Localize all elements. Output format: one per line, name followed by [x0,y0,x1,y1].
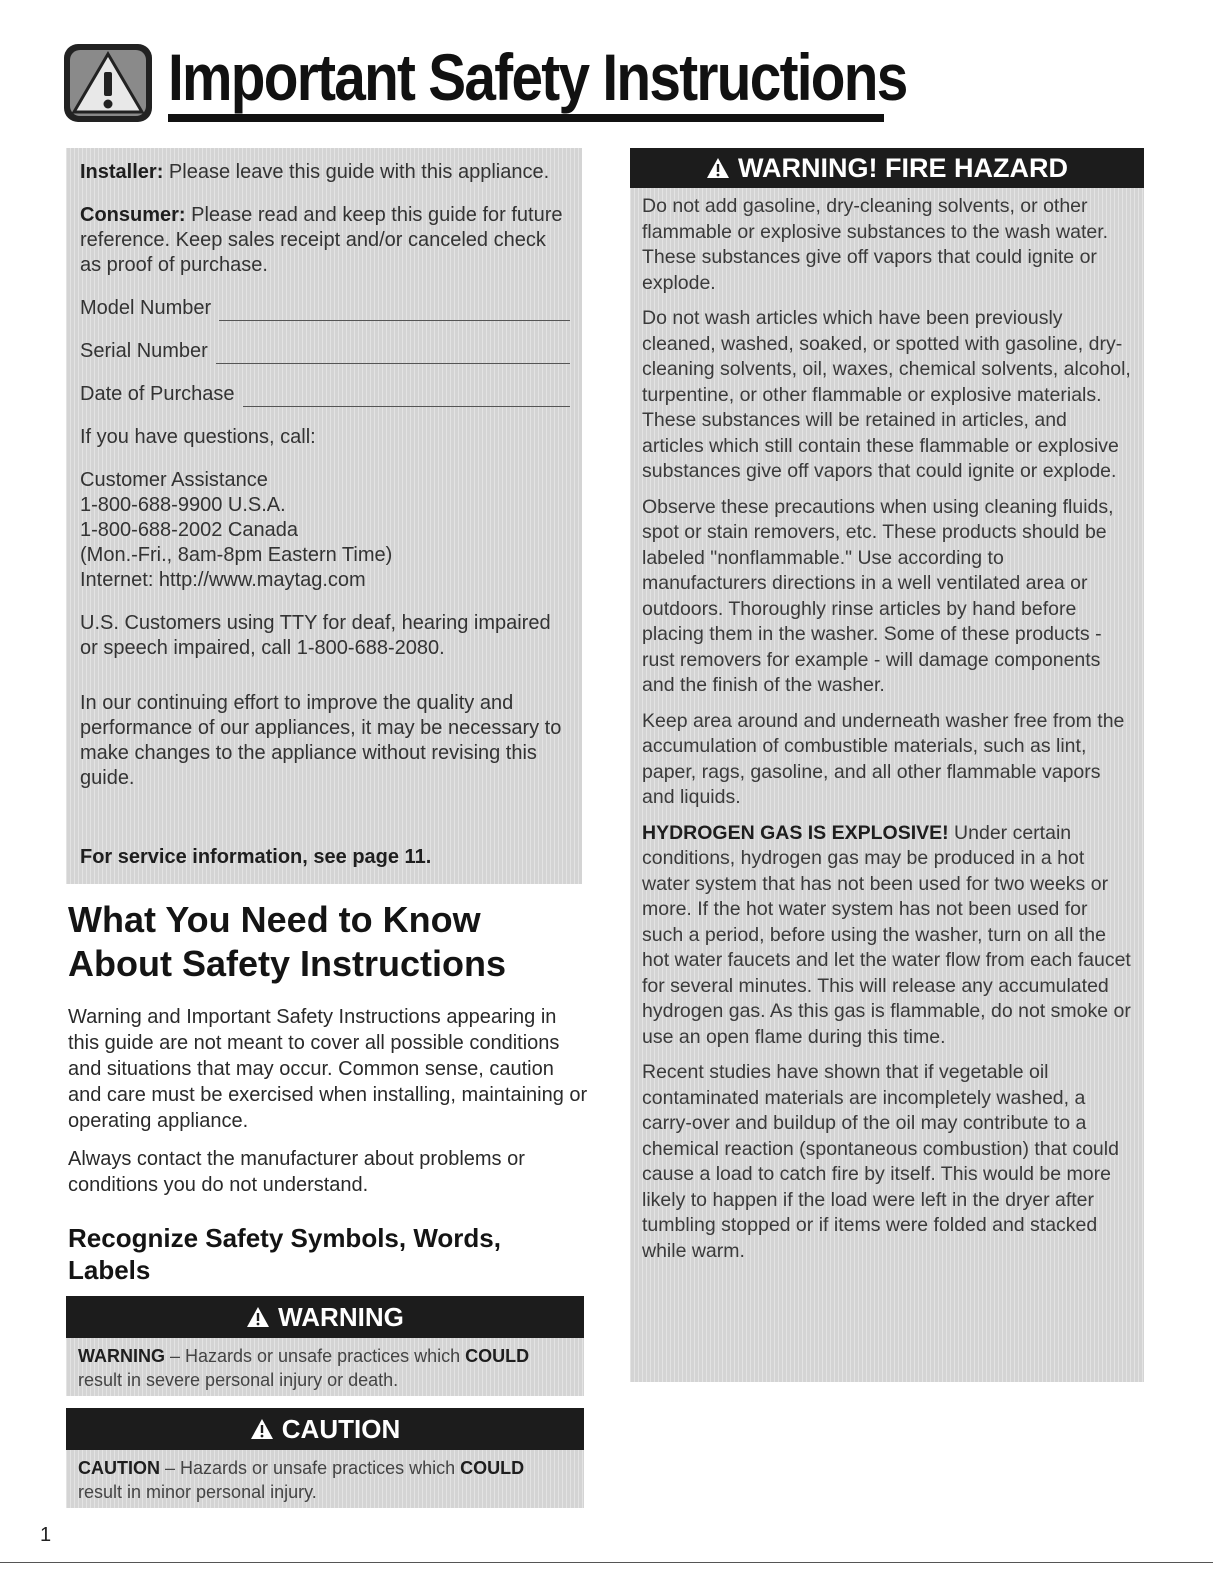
caution-text-b: result in minor personal injury. [78,1482,317,1502]
warning-definition [66,1338,584,1396]
model-number-row [80,296,570,321]
consumer-text: Please read and keep this guide for future reference. Keep sales receipt and/or canceled check as proof of purchase. [80,204,563,276]
warning-panel [66,1296,584,1396]
fire-paragraph-6: Recent studies have shown that if vegetable oil contaminated materials are incompletely washed, a carry-over and buildup of the oil may contribute to a chemical reaction (spontaneous combustion) that could cause a load to catch fire by itself. This would be more likely to happen if the load were left in the dryer after tumbling stopped or if items were folded and stacked while warm. [642,1061,1119,1262]
assistance-line-2: 1-800-688-9900 U.S.A. [80,494,286,516]
fire-paragraph-4: Keep area around and underneath washer free from the accumulation of combustible materials, such as lint, paper, rags, gasoline, and all other flammable vapors and liquids. [642,709,1125,808]
fire-paragraph-3: Observe these precautions when using cleaning fluids, spot or stain removers, etc. These products should be labeled "nonflammable." Use according to manufacturers directions in a well ventilated area or outdoors. Thoroughly rinse articles by hand before placing them in the washer. Some of these products - rust removers for example - will damage components and the finish of the washer. [642,495,1114,696]
warning-text-a: – Hazards or unsafe practices which [165,1346,466,1366]
page-header [64,40,907,126]
assistance-line-4: (Mon.-Fri., 8am-8pm Eastern Time) [80,544,393,566]
fire-hazard-panel [630,148,1144,1382]
installer-info-box [66,148,582,884]
assistance-line-5: Internet: http://www.maytag.com [80,569,366,591]
warning-title: WARNING [278,1301,404,1332]
installer-note [80,160,570,185]
caution-title: CAUTION [281,1413,401,1444]
fire-paragraph-5 [642,821,1132,1051]
caution-label: CAUTION [78,1458,160,1478]
assistance-line-3: 1-800-688-2002 Canada [80,519,298,541]
serial-number-label: Serial Number [80,340,208,362]
serial-number-blank [216,345,570,364]
caution-panel [66,1408,584,1508]
installer-label: Installer: [80,161,164,183]
warning-triangle-icon [246,1306,270,1328]
tty-note: U.S. Customers using TTY for deaf, hearing impaired or speech impaired, call 1-800-688-2080. [80,612,551,659]
consumer-label: Consumer: [80,204,186,226]
page-title: Important Safety Instructions [168,40,907,114]
warning-triangle-icon [706,157,730,179]
hydrogen-warning-label: HYDROGEN GAS IS EXPLOSIVE! [642,821,949,844]
fire-paragraph-1: Do not add gasoline, dry-cleaning solvents, or other flammable or explosive substances to the wash water. These substances give off vapors that could ignite or explode. [642,195,1109,294]
bottom-divider [0,1562,1213,1563]
warning-header [66,1296,584,1338]
model-number-label: Model Number [80,297,212,319]
consumer-note [80,203,570,278]
serial-number-row [80,339,570,364]
service-info-note: For service information, see page 11. [80,846,432,868]
fire-hazard-content [630,188,1144,1382]
fire-hazard-header [630,148,1144,188]
fire-hazard-title: WARNING! FIRE HAZARD [738,152,1068,183]
purchase-date-label: Date of Purchase [80,383,235,405]
warning-label: WARNING [78,1346,165,1366]
subsection-heading: Recognize Safety Symbols, Words, Labels [68,1223,501,1285]
page-number: 1 [40,1524,52,1546]
model-number-blank [219,302,570,321]
section-paragraph-2: Always contact the manufacturer about problems or conditions you do not understand. [68,1148,525,1196]
warning-triangle-icon [250,1418,274,1440]
hydrogen-warning-text: Under certain conditions, hydrogen gas may be produced in a hot water system that has not been used for two weeks or more. If the hot water system has not been used for such a period, before using the washer, turn on all the hot water faucets and let the water flow from each faucet for several minutes. This will release any accumulated hydrogen gas. As this gas is flammable, do not smoke or use an open flame during this time. [642,821,1131,1048]
installer-text: Please leave this guide with this appliance. [163,161,550,183]
caution-text-a: – Hazards or unsafe practices which [160,1458,461,1478]
warning-triangle-icon [64,44,152,122]
caution-definition [66,1450,584,1508]
caution-could: COULD [460,1458,525,1478]
title-underline [168,114,884,122]
purchase-date-row [80,382,570,407]
warning-could: COULD [465,1346,530,1366]
questions-line: If you have questions, call: [80,426,316,448]
improvement-note: In our continuing effort to improve the quality and performance of our appliances, it may be necessary to make changes to the appliance without revising this guide. [80,692,562,789]
fire-paragraph-2: Do not wash articles which have been previously cleaned, washed, soaked, or spotted with gasoline, dry-cleaning solvents, oil, waxes, chemical solvents, alcohol, turpentine, or other flammable or explosive materials. These substances will be retained in articles, and articles which still contain these flammable or explosive substances give off vapors that could ignite or explode. [642,307,1131,482]
warning-text-b: result in severe personal injury or death. [78,1370,399,1390]
assistance-line-1: Customer Assistance [80,469,268,491]
section-paragraph-1: Warning and Important Safety Instructions appearing in this guide are not meant to cover all possible conditions and situations that may occur. Common sense, caution and care must be exercised when installing, maintaining or operating appliance. [68,1006,588,1132]
section-heading: What You Need to Know About Safety Instructions [68,899,507,984]
caution-header [66,1408,584,1450]
purchase-date-blank [243,388,570,407]
